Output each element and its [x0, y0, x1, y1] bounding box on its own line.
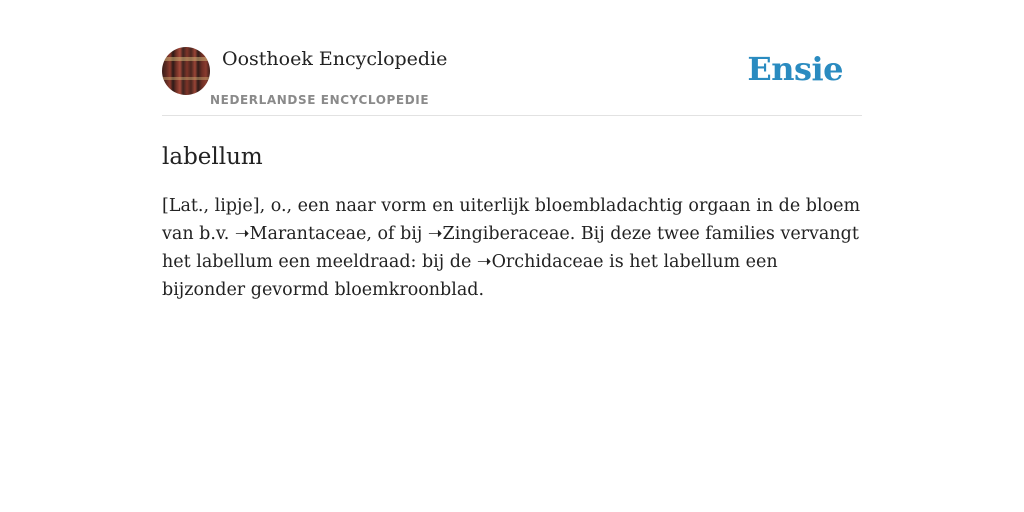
body-text: is het labellum een bijzonder gevormd bloemkroonblad.	[162, 252, 778, 300]
arrow-right-icon: ➝	[476, 252, 492, 272]
reference-link-zingiberaceae[interactable]	[428, 224, 570, 244]
body-text: , of bij	[366, 224, 428, 244]
reference-label: Zingiberaceae	[442, 224, 570, 244]
site-title[interactable]: Oosthoek Encyclopedie	[222, 48, 448, 70]
reference-label: Marantaceae	[249, 224, 367, 244]
site-subtitle: NEDERLANDSE ENCYCLOPEDIE	[210, 93, 430, 107]
body-text: . Bij deze twee families vervangt het labellum een meeldraad: bij de	[162, 224, 859, 272]
header	[162, 47, 862, 116]
ensie-logo[interactable]: Ensie	[747, 50, 843, 88]
reference-link-orchidaceae[interactable]	[477, 252, 604, 272]
encyclopedia-books-icon[interactable]	[162, 47, 210, 95]
reference-label: Orchidaceae	[491, 252, 604, 272]
page	[162, 0, 862, 304]
reference-link-marantaceae[interactable]	[235, 224, 367, 244]
entry-title: labellum	[162, 144, 263, 170]
arrow-right-icon: ➝	[234, 224, 250, 244]
body-text: [Lat., lipje], o., een naar vorm en uiterlijk bloembladachtig orgaan in de bloem van b.v.	[162, 196, 861, 244]
entry-body	[162, 192, 862, 304]
arrow-right-icon: ➝	[427, 224, 443, 244]
